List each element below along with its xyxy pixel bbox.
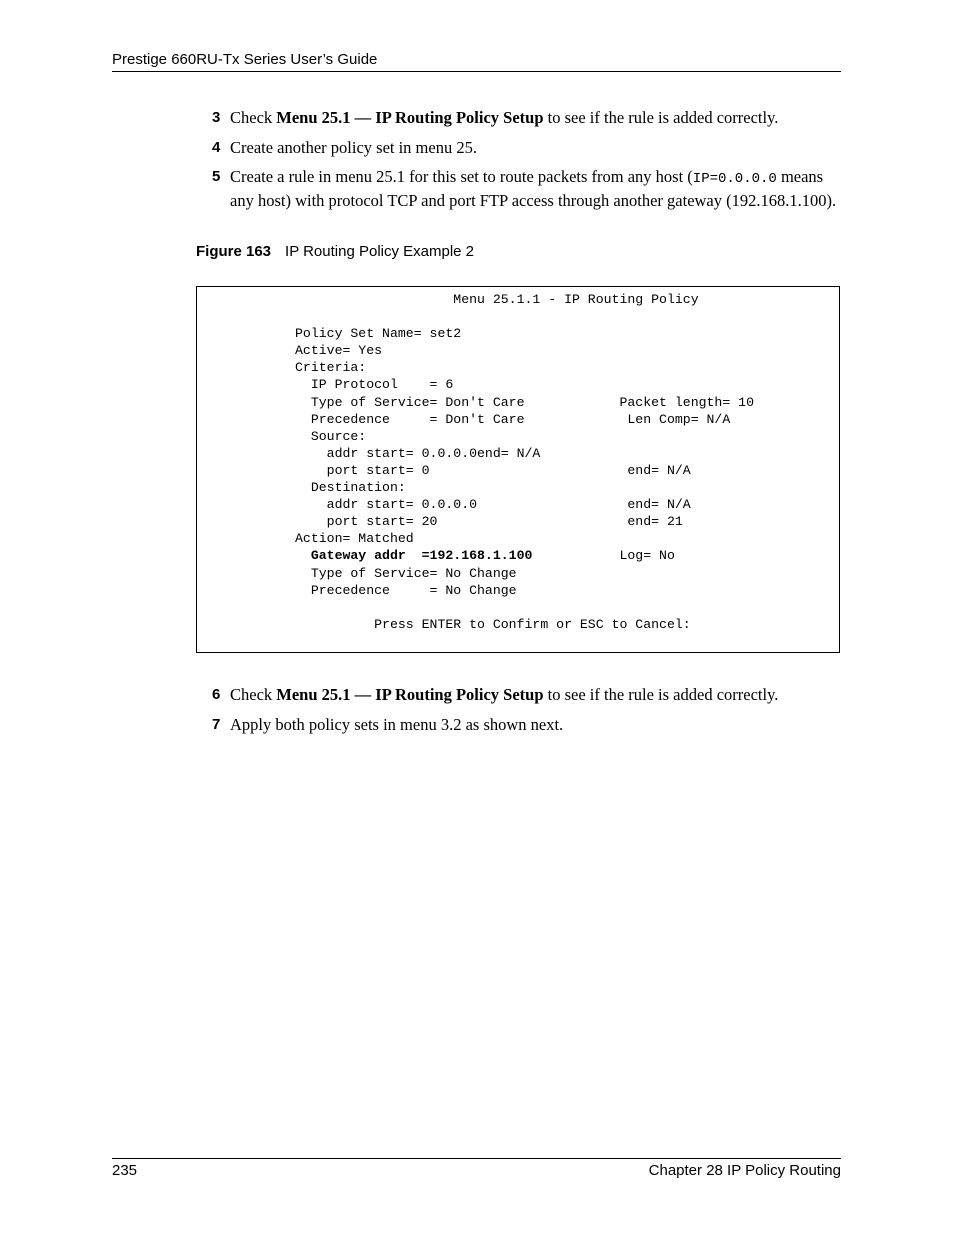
terminal-line: port start= 0 end= N/A [295, 462, 691, 478]
step-number: 3 [212, 109, 221, 126]
step-number: 4 [212, 139, 221, 156]
log-setting: Log= No [532, 548, 675, 564]
terminal-line: Precedence = Don't Care Len Comp= N/A [295, 411, 731, 427]
terminal-line [295, 599, 754, 616]
step-text: Apply both policy sets in menu 3.2 as shown next. [230, 715, 564, 734]
terminal-line: Action= Matched [295, 531, 414, 547]
terminal-line: Press ENTER to Confirm or ESC to Cancel: [295, 616, 691, 632]
terminal-line: Criteria: [295, 360, 367, 376]
chapter-title: Chapter 28 IP Policy Routing [648, 1162, 841, 1179]
figure-caption [196, 243, 474, 260]
terminal-line: Source: [295, 428, 367, 444]
terminal-line [295, 547, 754, 564]
step-text: Create a rule in menu 25.1 for this set to route packets from any host ( [230, 167, 693, 186]
terminal-line: addr start= 0.0.0.0 end= N/A [295, 497, 691, 513]
terminal-line: Precedence = No Change [295, 582, 517, 598]
step-7 [212, 714, 842, 735]
inline-code: IP=0.0.0.0 [692, 171, 777, 187]
step-6 [212, 684, 842, 705]
figure-title: IP Routing Policy Example 2 [285, 243, 475, 260]
menu-reference: Menu 25.1 — IP Routing Policy Setup [276, 108, 544, 127]
terminal-text [295, 291, 754, 633]
step-number: 6 [212, 686, 221, 703]
step-text: to see if the rule is added correctly. [543, 108, 779, 127]
terminal-line: Type of Service= No Change [295, 565, 517, 581]
terminal-line [295, 308, 754, 325]
figure-label: Figure 163 [196, 243, 272, 260]
step-3 [212, 107, 842, 128]
terminal-line: addr start= 0.0.0.0end= N/A [295, 445, 541, 461]
terminal-line: Destination: [295, 480, 406, 496]
step-text: means any host) with protocol TCP and port FTP access through another gateway (192.168.1.100). [230, 167, 837, 210]
gateway-address: Gateway addr =192.168.1.100 [295, 548, 533, 564]
terminal-line: IP Protocol = 6 [295, 377, 454, 393]
page-header [112, 51, 841, 72]
step-4 [212, 137, 842, 158]
step-text: Check [230, 685, 277, 704]
step-text: Create another policy set in menu 25. [230, 138, 477, 157]
terminal-line: Menu 25.1.1 - IP Routing Policy [295, 292, 699, 307]
page-footer [112, 1158, 841, 1179]
terminal-line: Active= Yes [295, 343, 383, 359]
step-text: Check [230, 108, 277, 127]
step-text: to see if the rule is added correctly. [543, 685, 779, 704]
menu-reference: Menu 25.1 — IP Routing Policy Setup [276, 685, 544, 704]
step-number: 7 [212, 716, 221, 733]
document-title: Prestige 660RU-Tx Series User’s Guide [112, 51, 378, 68]
page-number: 235 [112, 1162, 138, 1179]
step-5 [212, 166, 842, 211]
step-number: 5 [212, 168, 221, 185]
terminal-line: Type of Service= Don't Care Packet length= 10 [295, 394, 754, 410]
terminal-screen [196, 286, 840, 653]
terminal-line: Policy Set Name= set2 [295, 326, 462, 342]
terminal-line: port start= 20 end= 21 [295, 514, 683, 530]
